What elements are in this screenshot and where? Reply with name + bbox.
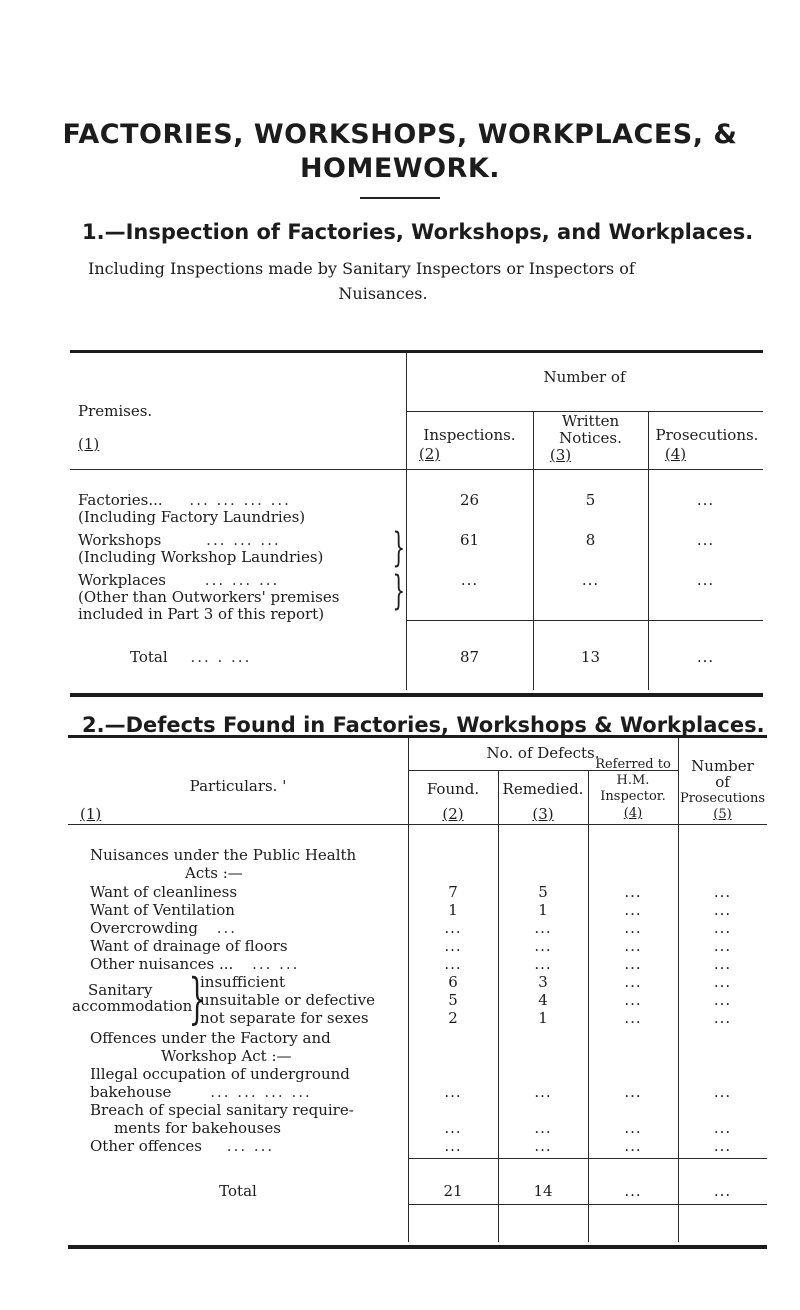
table2-rule [68,824,767,825]
table2-rule [408,1158,767,1159]
prosecutions-col-num-text: (4) [664,445,687,463]
not-separate-remedied: 1 [538,1009,548,1027]
other-nuisances-remedied: ... [534,955,552,973]
workplaces-notices: ... [581,571,600,589]
ventilation-remedied: 1 [538,901,548,919]
factories-notices: 5 [585,491,596,509]
section1-heading: 1.—Inspection of Factories, Workshops, and Workplaces. [82,220,754,244]
insufficient-referred: ... [624,973,642,991]
sanitary-unsuitable-label: unsuitable or defective [200,991,375,1009]
workshops-brace: } [392,525,406,571]
written-header: Written [561,412,620,430]
total-found: 21 [443,1182,463,1200]
other-offences-prosecutions: ... [713,1137,732,1155]
row-overcrowding-label [90,920,237,937]
total-prosecutions: ... [696,648,715,666]
sanitary-insufficient-label: insufficient [200,973,286,991]
row-workshops-note: (Including Workshop Laundries) [78,548,324,566]
row-overcrowding-leader: ... [216,919,238,937]
overcrowding-referred: ... [624,919,642,937]
row-illegal-occupation-line1: Illegal occupation of underground [90,1065,350,1083]
row-overcrowding-name: Overcrowding [90,919,198,937]
row-ventilation-label: Want of Ventilation [90,901,235,919]
insufficient-found: 6 [448,973,458,991]
total-inspections: 87 [459,648,480,666]
table1-divider [406,353,407,690]
referred-header: Referred to [595,757,671,772]
factories-prosecutions: ... [696,491,715,509]
workplaces-inspections: ... [460,571,479,589]
unsuitable-found: 5 [448,991,458,1009]
accommodation-label: accommodation [72,997,193,1015]
premises-col-num: (1) [78,435,100,453]
table2-rule [408,1204,767,1205]
other-nuisances-referred: ... [624,955,642,973]
overcrowding-remedied: ... [534,919,552,937]
pha-heading: Nuisances under the Public Health [90,846,357,864]
no-of-defects-header: No. of Defects. [486,744,600,762]
drainage-found: ... [444,937,462,955]
illegal-occupation-found: ... [444,1083,462,1101]
number-of-header: Number of [543,368,626,386]
row-breach-line1: Breach of special sanitary require- [90,1101,354,1119]
insufficient-prosecutions: ... [713,973,732,991]
notices-col-num-text: (3) [549,446,572,464]
row-factories-leader: ... ... ... ... [189,491,291,509]
overcrowding-prosecutions: ... [713,919,732,937]
other-offences-remedied: ... [534,1137,552,1155]
unsuitable-remedied: 4 [538,991,548,1009]
of-header: of [715,773,730,791]
hm-header: H.M. [616,773,650,788]
illegal-occupation-remedied: ... [534,1083,552,1101]
workshops-inspections: 61 [459,531,480,549]
prosecutions-col-num [648,446,763,463]
remedied-header: Remedied. [502,780,584,798]
inspections-col-num-text: (2) [418,445,441,463]
inspections-table [70,350,763,697]
table2-total-label: Total [219,1182,257,1200]
cleanliness-found: 7 [448,883,458,901]
row-workshops-name: Workshops [78,531,162,549]
unsuitable-referred: ... [624,991,642,1009]
factories-inspections: 26 [459,491,480,509]
drainage-referred: ... [624,937,642,955]
row-workplaces-note1: (Other than Outworkers' premises [78,588,340,606]
row-illegal-occupation-leader: ... ... ... ... [210,1083,312,1101]
sanitary-not-separate-label: not separate for sexes [200,1009,369,1027]
row-other-offences-leader: ... ... [226,1137,275,1155]
drainage-remedied: ... [534,937,552,955]
insufficient-remedied: 3 [538,973,548,991]
remedied-col-num: (3) [532,805,554,823]
row-other-offences-name: Other offences [90,1137,203,1155]
cleanliness-remedied: 5 [538,883,548,901]
sanitary-label: Sanitary [88,981,153,999]
sanitary-brace: } [188,967,206,1030]
total-referred: ... [624,1182,642,1200]
overcrowding-found: ... [444,919,462,937]
workplaces-brace: } [392,568,406,614]
page-title [0,118,800,186]
total-notices: 13 [580,648,601,666]
row-workplaces-label [78,572,279,589]
row-workplaces-leader: ... ... ... [204,571,280,589]
table1-total-label [130,649,251,666]
number-header: Number [691,757,754,775]
page-title-line2: HOMEWORK. [299,153,501,184]
row-factories-label [78,492,291,509]
section2-heading: 2.—Defects Found in Factories, Workshops & Workplaces. [82,713,765,737]
illegal-occupation-prosecutions: ... [713,1083,732,1101]
ventilation-referred: ... [624,901,642,919]
premises-header: Premises. [78,402,153,420]
inspector-header: Inspector. [600,789,666,804]
other-nuisances-found: ... [444,955,462,973]
row-other-nuisances-leader: ... ... [252,955,300,973]
breach-found: ... [444,1119,462,1137]
not-separate-prosecutions: ... [713,1009,732,1027]
defects-table [68,735,767,1249]
breach-remedied: ... [534,1119,552,1137]
title-rule [360,197,440,199]
not-separate-found: 2 [448,1009,458,1027]
row-other-nuisances-name: Other nuisances ... [90,955,234,973]
row-workshops-leader: ... ... ... [206,531,281,549]
page-title-line1: FACTORIES, WORKSHOPS, WORKPLACES, & [62,119,738,150]
row-factories-note: (Including Factory Laundries) [78,508,306,526]
row-workshops-label [78,532,281,549]
table1-total-text: Total [130,648,168,666]
not-separate-referred: ... [624,1009,642,1027]
particulars-header: Particulars. ' [189,777,287,795]
section1-subtitle-line2: Nuisances. [338,284,428,303]
section1-subtitle [88,256,718,306]
total-remedied: 14 [533,1182,553,1200]
cleanliness-prosecutions: ... [713,883,732,901]
fw-act-heading: Offences under the Factory and [90,1029,331,1047]
section1-subtitle-line1: Including Inspections made by Sanitary Inspectors or Inspectors of [88,259,635,278]
prosecutions2-header: Prosecutions [679,791,766,806]
fw-act-heading-2: Workshop Act :— [161,1047,292,1065]
table1-total-leader: ... . ... [190,648,252,666]
inspections-col-num [406,446,533,463]
unsuitable-prosecutions: ... [713,991,732,1009]
row-drainage-label: Want of drainage of floors [90,937,288,955]
workplaces-prosecutions: ... [696,571,715,589]
prosecutions2-col-num: (5) [713,807,732,822]
row-other-offences-label [90,1138,274,1155]
other-nuisances-prosecutions: ... [713,955,732,973]
table1-rule [406,620,763,621]
row-breach-line2: ments for bakehouses [114,1119,281,1137]
other-offences-found: ... [444,1137,462,1155]
breach-prosecutions: ... [713,1119,732,1137]
notices-header: Notices. [559,429,622,447]
workshops-prosecutions: ... [696,531,715,549]
workshops-notices: 8 [585,531,596,549]
row-workplaces-note2: included in Part 3 of this report) [78,605,325,623]
row-illegal-occupation-name: bakehouse [90,1083,172,1101]
ventilation-found: 1 [448,901,458,919]
cleanliness-referred: ... [624,883,642,901]
breach-referred: ... [624,1119,642,1137]
row-workplaces-name: Workplaces [78,571,167,589]
referred-col-num: (4) [623,806,643,821]
ventilation-prosecutions: ... [713,901,732,919]
other-offences-referred: ... [624,1137,642,1155]
found-col-num: (2) [442,805,464,823]
illegal-occupation-referred: ... [624,1083,642,1101]
row-factories-name: Factories... [78,491,163,509]
prosecutions-header: Prosecutions. [655,426,759,444]
particulars-col-num: (1) [80,805,102,823]
row-illegal-occupation-line2 [90,1084,312,1101]
notices-col-num [533,447,648,464]
drainage-prosecutions: ... [713,937,732,955]
found-header: Found. [426,780,480,798]
inspections-header: Inspections. [423,426,516,444]
pha-heading-2: Acts :— [185,864,243,882]
row-cleanliness-label: Want of cleanliness [90,883,238,901]
table1-rule [70,469,763,470]
total-prosecutions-2: ... [713,1182,732,1200]
